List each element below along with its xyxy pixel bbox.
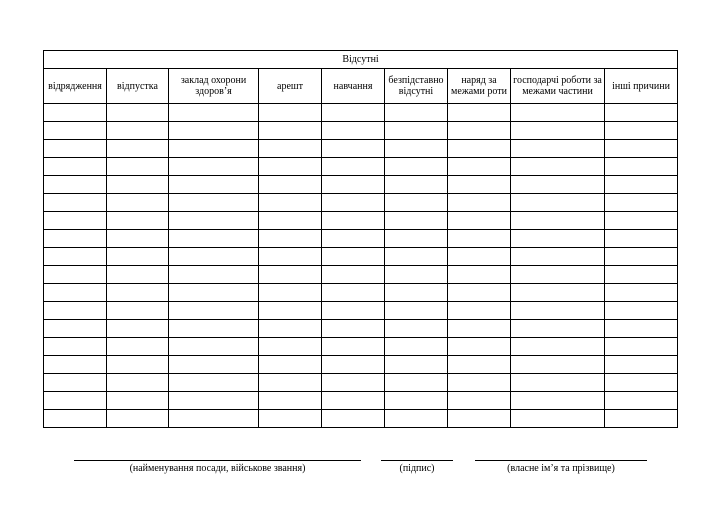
table-cell[interactable] bbox=[322, 392, 385, 410]
table-row bbox=[44, 248, 678, 266]
table-cell[interactable] bbox=[322, 122, 385, 140]
table-cell[interactable] bbox=[169, 320, 259, 338]
table-cell[interactable] bbox=[107, 410, 169, 428]
table-cell[interactable] bbox=[169, 158, 259, 176]
table-cell[interactable] bbox=[605, 140, 678, 158]
position-signature-line bbox=[74, 460, 361, 461]
table-cell[interactable] bbox=[107, 284, 169, 302]
table-cell[interactable] bbox=[44, 356, 107, 374]
table-cell[interactable] bbox=[259, 248, 322, 266]
table-cell[interactable] bbox=[605, 212, 678, 230]
table-cell[interactable] bbox=[169, 284, 259, 302]
table-cell[interactable] bbox=[259, 194, 322, 212]
table-cell[interactable] bbox=[511, 284, 605, 302]
table-row bbox=[44, 194, 678, 212]
table-cell[interactable] bbox=[322, 320, 385, 338]
column-header: відпустка bbox=[107, 69, 169, 104]
table-cell[interactable] bbox=[385, 302, 448, 320]
table-cell[interactable] bbox=[605, 392, 678, 410]
table-cell[interactable] bbox=[448, 122, 511, 140]
table-cell[interactable] bbox=[385, 176, 448, 194]
table-cell[interactable] bbox=[44, 374, 107, 392]
table-cell[interactable] bbox=[169, 392, 259, 410]
table-cell[interactable] bbox=[385, 266, 448, 284]
table-cell[interactable] bbox=[511, 176, 605, 194]
table-cell[interactable] bbox=[169, 338, 259, 356]
table-cell[interactable] bbox=[511, 320, 605, 338]
table-cell[interactable] bbox=[448, 392, 511, 410]
table-cell[interactable] bbox=[511, 266, 605, 284]
table-cell[interactable] bbox=[322, 230, 385, 248]
table-cell[interactable] bbox=[322, 284, 385, 302]
table-row bbox=[44, 122, 678, 140]
table-row bbox=[44, 176, 678, 194]
table-cell[interactable] bbox=[259, 212, 322, 230]
table-cell[interactable] bbox=[169, 230, 259, 248]
table-cell[interactable] bbox=[107, 140, 169, 158]
column-header: відрядження bbox=[44, 69, 107, 104]
table-cell[interactable] bbox=[322, 356, 385, 374]
table-cell[interactable] bbox=[44, 104, 107, 122]
table-cell[interactable] bbox=[511, 338, 605, 356]
table-cell[interactable] bbox=[107, 302, 169, 320]
table-cell[interactable] bbox=[322, 302, 385, 320]
table-cell[interactable] bbox=[322, 338, 385, 356]
table-cell[interactable] bbox=[322, 140, 385, 158]
table-row bbox=[44, 410, 678, 428]
table-cell[interactable] bbox=[605, 176, 678, 194]
table-row bbox=[44, 140, 678, 158]
column-header: навчання bbox=[322, 69, 385, 104]
table-cell[interactable] bbox=[44, 338, 107, 356]
table-row bbox=[44, 320, 678, 338]
column-header: заклад охорони здоров’я bbox=[169, 69, 259, 104]
table-cell[interactable] bbox=[107, 374, 169, 392]
table-cell[interactable] bbox=[385, 230, 448, 248]
table-cell[interactable] bbox=[511, 194, 605, 212]
table-cell[interactable] bbox=[385, 338, 448, 356]
table-cell[interactable] bbox=[107, 212, 169, 230]
table-cell[interactable] bbox=[448, 356, 511, 374]
table-cell[interactable] bbox=[107, 320, 169, 338]
table-cell[interactable] bbox=[259, 392, 322, 410]
table-cell[interactable] bbox=[107, 230, 169, 248]
table-cell[interactable] bbox=[448, 302, 511, 320]
table-cell[interactable] bbox=[169, 248, 259, 266]
table-cell[interactable] bbox=[44, 194, 107, 212]
table-cell[interactable] bbox=[259, 230, 322, 248]
table-cell[interactable] bbox=[259, 176, 322, 194]
table-cell[interactable] bbox=[385, 284, 448, 302]
table-cell[interactable] bbox=[169, 140, 259, 158]
column-header: господарчі роботи за межами частини bbox=[511, 69, 605, 104]
table-cell[interactable] bbox=[511, 212, 605, 230]
signature-caption: (підпис) bbox=[399, 463, 435, 474]
table-cell[interactable] bbox=[605, 266, 678, 284]
table-cell[interactable] bbox=[448, 140, 511, 158]
table-cell[interactable] bbox=[259, 104, 322, 122]
table-cell[interactable] bbox=[448, 410, 511, 428]
table-cell[interactable] bbox=[385, 374, 448, 392]
table-cell[interactable] bbox=[44, 320, 107, 338]
table-cell[interactable] bbox=[605, 410, 678, 428]
table-row bbox=[44, 266, 678, 284]
column-header: наряд за межами роти bbox=[448, 69, 511, 104]
table-cell[interactable] bbox=[169, 302, 259, 320]
table-cell[interactable] bbox=[448, 212, 511, 230]
table-row bbox=[44, 302, 678, 320]
table-cell[interactable] bbox=[169, 266, 259, 284]
table-cell[interactable] bbox=[259, 122, 322, 140]
table-cell[interactable] bbox=[385, 158, 448, 176]
table-cell[interactable] bbox=[448, 104, 511, 122]
table-cell[interactable] bbox=[107, 266, 169, 284]
table-cell[interactable] bbox=[605, 230, 678, 248]
table-cell[interactable] bbox=[511, 302, 605, 320]
table-cell[interactable] bbox=[322, 410, 385, 428]
table-title: Відсутні bbox=[44, 51, 678, 69]
table-cell[interactable] bbox=[605, 194, 678, 212]
table-cell[interactable] bbox=[605, 248, 678, 266]
table-cell[interactable] bbox=[259, 356, 322, 374]
table-row bbox=[44, 104, 678, 122]
table-cell[interactable] bbox=[605, 320, 678, 338]
table-cell[interactable] bbox=[448, 248, 511, 266]
table-cell[interactable] bbox=[107, 158, 169, 176]
table-cell[interactable] bbox=[322, 266, 385, 284]
table-cell[interactable] bbox=[511, 410, 605, 428]
table-cell[interactable] bbox=[44, 158, 107, 176]
table-row bbox=[44, 392, 678, 410]
table-row bbox=[44, 212, 678, 230]
table-row bbox=[44, 158, 678, 176]
table-cell[interactable] bbox=[169, 374, 259, 392]
table-cell[interactable] bbox=[448, 176, 511, 194]
signature-line bbox=[381, 460, 453, 461]
table-cell[interactable] bbox=[448, 266, 511, 284]
column-header: інші причини bbox=[605, 69, 678, 104]
table-cell[interactable] bbox=[107, 248, 169, 266]
table-row bbox=[44, 284, 678, 302]
table-cell[interactable] bbox=[169, 176, 259, 194]
table-cell[interactable] bbox=[107, 176, 169, 194]
table-cell[interactable] bbox=[322, 158, 385, 176]
table-cell[interactable] bbox=[511, 230, 605, 248]
table-cell[interactable] bbox=[44, 266, 107, 284]
table-cell[interactable] bbox=[511, 158, 605, 176]
table-cell[interactable] bbox=[169, 194, 259, 212]
table-cell[interactable] bbox=[169, 212, 259, 230]
table-cell[interactable] bbox=[322, 374, 385, 392]
table-cell[interactable] bbox=[448, 284, 511, 302]
table-cell[interactable] bbox=[511, 356, 605, 374]
table-cell[interactable] bbox=[169, 104, 259, 122]
table-cell[interactable] bbox=[385, 140, 448, 158]
table-cell[interactable] bbox=[259, 266, 322, 284]
table-cell[interactable] bbox=[259, 374, 322, 392]
table-cell[interactable] bbox=[605, 302, 678, 320]
table-cell[interactable] bbox=[385, 320, 448, 338]
position-caption: (найменування посади, військове звання) bbox=[129, 463, 306, 474]
absentees-table bbox=[43, 50, 678, 428]
table-cell[interactable] bbox=[605, 374, 678, 392]
table-cell[interactable] bbox=[107, 392, 169, 410]
table-cell[interactable] bbox=[605, 338, 678, 356]
table-cell[interactable] bbox=[385, 194, 448, 212]
table-cell[interactable] bbox=[605, 284, 678, 302]
table-cell[interactable] bbox=[107, 122, 169, 140]
table-cell[interactable] bbox=[605, 104, 678, 122]
table-cell[interactable] bbox=[448, 374, 511, 392]
table-cell[interactable] bbox=[259, 320, 322, 338]
table-row bbox=[44, 374, 678, 392]
name-signature-line bbox=[475, 460, 647, 461]
table-cell[interactable] bbox=[385, 104, 448, 122]
table-cell[interactable] bbox=[44, 212, 107, 230]
table-cell[interactable] bbox=[605, 356, 678, 374]
table-cell[interactable] bbox=[511, 392, 605, 410]
name-caption: (власне ім’я та прізвище) bbox=[507, 463, 615, 474]
table-cell[interactable] bbox=[107, 104, 169, 122]
table-cell[interactable] bbox=[259, 284, 322, 302]
table-cell[interactable] bbox=[511, 122, 605, 140]
column-header: арешт bbox=[259, 69, 322, 104]
table-cell[interactable] bbox=[322, 212, 385, 230]
table-cell[interactable] bbox=[385, 410, 448, 428]
column-header: безпідставно відсутні bbox=[385, 69, 448, 104]
table-cell[interactable] bbox=[44, 284, 107, 302]
table-cell[interactable] bbox=[44, 122, 107, 140]
table-cell[interactable] bbox=[107, 356, 169, 374]
table-cell[interactable] bbox=[322, 248, 385, 266]
table-cell[interactable] bbox=[511, 248, 605, 266]
table-cell[interactable] bbox=[44, 230, 107, 248]
table-cell[interactable] bbox=[169, 356, 259, 374]
table-cell[interactable] bbox=[605, 158, 678, 176]
table-cell[interactable] bbox=[605, 122, 678, 140]
table-cell[interactable] bbox=[448, 194, 511, 212]
table-cell[interactable] bbox=[169, 410, 259, 428]
table-cell[interactable] bbox=[44, 302, 107, 320]
table-cell[interactable] bbox=[448, 158, 511, 176]
table-cell[interactable] bbox=[44, 392, 107, 410]
table-cell[interactable] bbox=[107, 338, 169, 356]
table-cell[interactable] bbox=[44, 410, 107, 428]
table-cell[interactable] bbox=[169, 122, 259, 140]
table-cell[interactable] bbox=[322, 194, 385, 212]
table-cell[interactable] bbox=[511, 374, 605, 392]
table-cell[interactable] bbox=[107, 194, 169, 212]
table-row bbox=[44, 338, 678, 356]
table-cell[interactable] bbox=[322, 176, 385, 194]
table-cell[interactable] bbox=[259, 158, 322, 176]
table-cell[interactable] bbox=[385, 212, 448, 230]
table-cell[interactable] bbox=[259, 338, 322, 356]
table-cell[interactable] bbox=[385, 356, 448, 374]
table-cell[interactable] bbox=[44, 248, 107, 266]
table-cell[interactable] bbox=[448, 338, 511, 356]
table-cell[interactable] bbox=[259, 140, 322, 158]
table-cell[interactable] bbox=[322, 104, 385, 122]
table-cell[interactable] bbox=[44, 176, 107, 194]
table-row bbox=[44, 230, 678, 248]
table-cell[interactable] bbox=[385, 122, 448, 140]
table-cell[interactable] bbox=[448, 230, 511, 248]
table-cell[interactable] bbox=[448, 320, 511, 338]
table-cell[interactable] bbox=[44, 140, 107, 158]
table-cell[interactable] bbox=[385, 392, 448, 410]
table-row bbox=[44, 356, 678, 374]
table-cell[interactable] bbox=[511, 104, 605, 122]
table-cell[interactable] bbox=[259, 410, 322, 428]
table-cell[interactable] bbox=[511, 140, 605, 158]
table-cell[interactable] bbox=[259, 302, 322, 320]
table-cell[interactable] bbox=[385, 248, 448, 266]
